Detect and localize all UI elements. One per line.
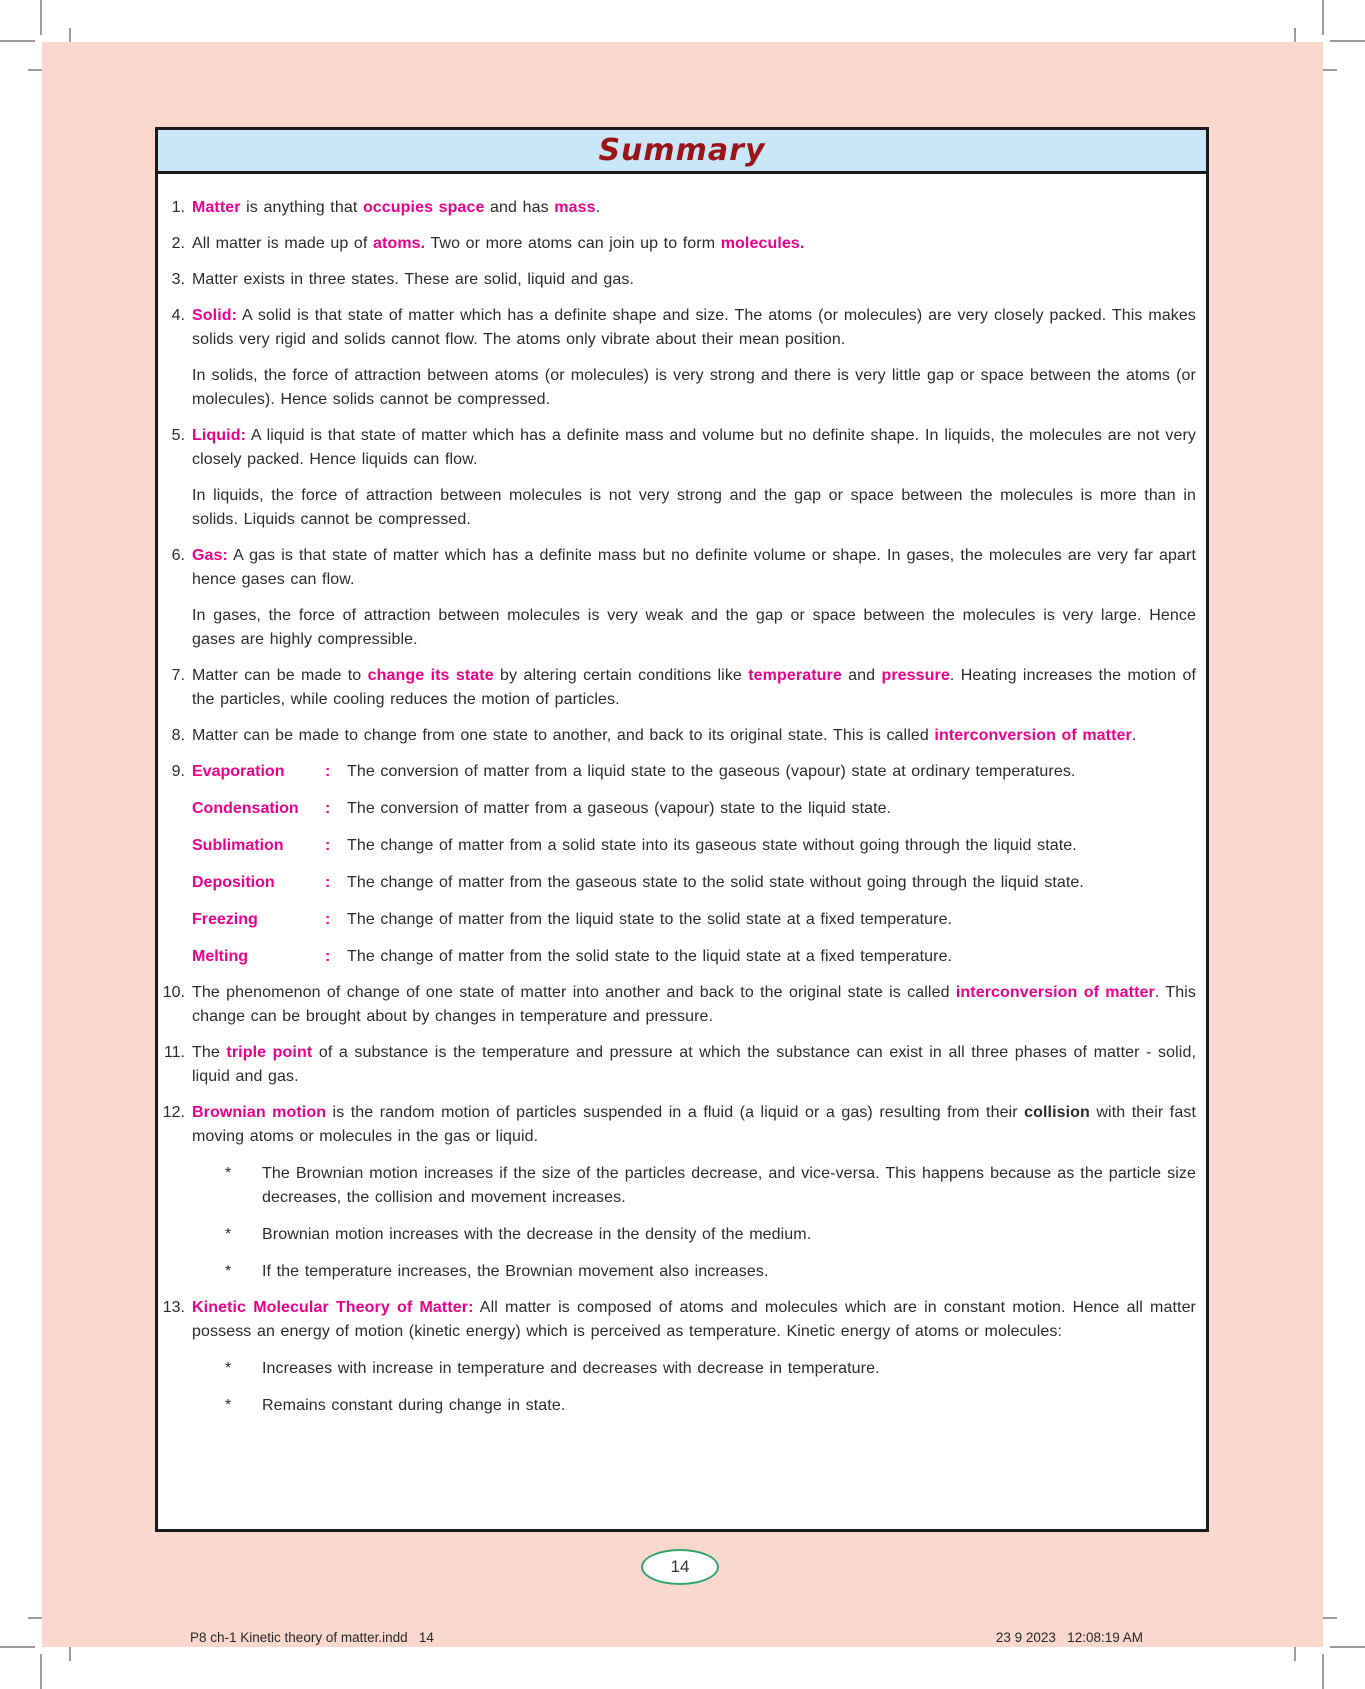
body-text: and has (484, 199, 555, 216)
summary-item (158, 1101, 1196, 1284)
paragraph (192, 232, 1196, 256)
item-content (192, 1101, 1196, 1284)
item-number: 11. (163, 1044, 185, 1061)
body-text: Matter can be made to change from one state to another, and back to its original state. This is called (192, 727, 935, 744)
item-content (192, 232, 1196, 256)
paragraph (192, 664, 1196, 712)
asterisk-marker: * (225, 1360, 232, 1377)
crop-mark (1330, 1646, 1365, 1648)
bullet-item (192, 1162, 1196, 1210)
keyword-text: Kinetic Molecular Theory of Matter: (192, 1299, 474, 1316)
definition-text: The change of matter from the gaseous state to the solid state without going through the liquid state. (347, 874, 1084, 891)
item-number: 5. (171, 427, 185, 444)
definition-row (192, 760, 1196, 784)
definition-term: Condensation (192, 800, 299, 817)
paragraph (192, 1101, 1196, 1149)
keyword-text: mass (554, 199, 596, 216)
crop-mark (0, 40, 35, 42)
item-content (192, 544, 1196, 652)
paragraph (192, 724, 1196, 748)
item-number: 6. (171, 547, 185, 564)
keyword-text: occupies space (362, 199, 485, 216)
bullet-item (192, 1394, 1196, 1418)
keyword-text: interconversion of matter (934, 727, 1132, 744)
definition-colon: : (325, 837, 331, 854)
paragraph (192, 196, 1196, 220)
keyword-text: interconversion of matter (955, 984, 1155, 1001)
bullet-indent (192, 1223, 225, 1247)
item-content (192, 664, 1196, 712)
asterisk-marker: * (225, 1263, 232, 1280)
definition-term: Evaporation (192, 763, 285, 780)
item-number: 2. (171, 235, 185, 252)
definition-row (192, 908, 1196, 932)
asterisk-marker: * (225, 1397, 232, 1414)
summary-item (158, 724, 1196, 748)
definition-term: Melting (192, 948, 248, 965)
keyword-text: pressure (881, 667, 950, 684)
body-text: The phenomenon of change of one state of matter into another and back to the original state is called (192, 984, 956, 1001)
body-text: is the random motion of particles suspended in a fluid (a liquid or a gas) resulting from their (326, 1104, 1025, 1121)
bullet-text: Brownian motion increases with the decrease in the density of the medium. (262, 1226, 812, 1243)
summary-item (158, 1296, 1196, 1418)
item-number: 9. (171, 763, 185, 780)
item-content (192, 268, 1196, 292)
definition-text: The conversion of matter from a gaseous (vapour) state to the liquid state. (347, 800, 892, 817)
definition-colon: : (325, 874, 331, 891)
body-text: . Heating increases the motion of the particles, while cooling reduces the motion of particles. (192, 667, 1196, 708)
item-content (192, 760, 1196, 969)
item-number: 3. (171, 271, 185, 288)
paragraph (192, 304, 1196, 352)
bullet-text: Remains constant during change in state. (262, 1397, 566, 1414)
summary-item (158, 304, 1196, 412)
summary-item (158, 664, 1196, 712)
keyword-text: Solid: (192, 307, 238, 324)
body-text: with their fast moving atoms or molecules in the gas or liquid. (192, 1104, 1196, 1145)
paragraph (192, 1296, 1196, 1344)
body-text: is anything that (240, 199, 363, 216)
definition-colon: : (325, 911, 331, 928)
summary-content (158, 174, 1206, 1434)
keyword-text: change its state (367, 667, 494, 684)
item-content (192, 1296, 1196, 1418)
footer-timestamp: 23 9 2023 12:08:19 AM (995, 1630, 1143, 1645)
definition-colon: : (325, 948, 331, 965)
footer-filename: P8 ch-1 Kinetic theory of matter.indd 14 (190, 1630, 434, 1645)
body-text: . (595, 199, 601, 216)
bullet-indent (192, 1357, 225, 1381)
page-number-badge (641, 1549, 719, 1585)
definition-row (192, 945, 1196, 969)
crop-mark (0, 1646, 35, 1648)
body-text: All matter is made up of (192, 235, 374, 252)
paragraph (192, 981, 1196, 1029)
body-text: . (1131, 727, 1137, 744)
page-number: 14 (670, 1557, 690, 1576)
definition-colon: : (325, 763, 331, 780)
item-content (192, 424, 1196, 532)
body-text: In solids, the force of attraction between atoms (or molecules) is very strong and there is very little gap or space between the atoms (or molecules). Hence solids cannot be compressed. (192, 367, 1196, 408)
keyword-text: Brownian motion (192, 1104, 327, 1121)
bullet-indent (192, 1162, 225, 1210)
item-content (192, 1041, 1196, 1089)
summary-item (158, 544, 1196, 652)
body-text: In liquids, the force of attraction between molecules is not very strong and the gap or space between the molecules is more than in solids. Liquids cannot be compressed. (192, 487, 1196, 528)
keyword-text: atoms. (373, 235, 426, 252)
bullet-item (192, 1357, 1196, 1381)
definition-text: The conversion of matter from a liquid state to the gaseous (vapour) state at ordinary temperatures. (347, 763, 1076, 780)
body-text: Matter exists in three states. These are solid, liquid and gas. (192, 271, 635, 288)
crop-mark (1322, 0, 1324, 35)
asterisk-marker: * (225, 1165, 232, 1182)
summary-item (158, 424, 1196, 532)
crop-mark (1330, 40, 1365, 42)
body-text: In gases, the force of attraction between molecules is very weak and the gap or space between the molecules is very large. Hence gases are highly compressible. (192, 607, 1196, 648)
definition-text: The change of matter from a solid state into its gaseous state without going through the liquid state. (347, 837, 1077, 854)
bullet-text: If the temperature increases, the Brownian movement also increases. (262, 1263, 769, 1280)
paragraph (192, 544, 1196, 592)
bullet-text: The Brownian motion increases if the size of the particles decrease, and vice-versa. This happens because as the particle size decreases, the collision and movement increases. (262, 1165, 1196, 1206)
summary-item (158, 196, 1196, 220)
summary-box (155, 127, 1209, 1532)
crop-mark (40, 0, 42, 35)
item-content (192, 196, 1196, 220)
keyword-text: Gas: (192, 547, 228, 564)
body-text: A gas is that state of matter which has a definite mass but no definite volume or shape. In gases, the molecules are very far apart hence gases can flow. (192, 547, 1196, 588)
crop-mark (1322, 1654, 1324, 1689)
item-number: 13. (162, 1299, 185, 1316)
crop-mark (40, 1654, 42, 1689)
bold-text: collision (1024, 1104, 1090, 1121)
definition-row (192, 871, 1196, 895)
paragraph (192, 364, 1196, 412)
bullet-text: Increases with increase in temperature and decreases with decrease in temperature. (262, 1360, 880, 1377)
definition-term: Deposition (192, 874, 275, 891)
paragraph (192, 268, 1196, 292)
item-number: 12. (162, 1104, 185, 1121)
definition-term: Freezing (192, 911, 258, 928)
summary-item (158, 1041, 1196, 1089)
item-content (192, 724, 1196, 748)
paragraph (192, 604, 1196, 652)
definition-row (192, 834, 1196, 858)
keyword-text: molecules. (720, 235, 805, 252)
asterisk-marker: * (225, 1226, 232, 1243)
paragraph (192, 1041, 1196, 1089)
body-text: and (841, 667, 882, 684)
summary-item (158, 981, 1196, 1029)
body-text: All matter is composed of atoms and molecules which are in constant motion. Hence all matter possess an energy of motion (kinetic energy) which is perceived as temperature. Kinetic energy of atoms or molecules: (192, 1299, 1196, 1340)
item-number: 10. (162, 984, 185, 1001)
body-text: . This change can be brought about by changes in temperature and pressure. (192, 984, 1197, 1025)
paragraph (192, 424, 1196, 472)
item-number: 4. (171, 307, 185, 324)
keyword-text: Matter (192, 199, 241, 216)
definition-colon: : (325, 800, 331, 817)
keyword-text: Liquid: (192, 427, 247, 444)
body-text: by altering certain conditions like (493, 667, 749, 684)
bullet-indent (192, 1394, 225, 1418)
paragraph (192, 484, 1196, 532)
definition-term: Sublimation (192, 837, 284, 854)
summary-header (158, 130, 1206, 174)
item-content (192, 304, 1196, 412)
item-number: 8. (171, 727, 185, 744)
page-background (42, 42, 1323, 1647)
body-text: A solid is that state of matter which has a definite shape and size. The atoms (or molecules) are very closely packed. This makes solids very rigid and solids cannot flow. The atoms only vibrate about their mean position. (192, 307, 1196, 348)
item-content (192, 981, 1196, 1029)
bullet-item (192, 1223, 1196, 1247)
summary-item (158, 268, 1196, 292)
summary-item (158, 232, 1196, 256)
item-number: 7. (171, 667, 185, 684)
item-number: 1. (171, 199, 185, 216)
definition-text: The change of matter from the solid state to the liquid state at a fixed temperature. (347, 948, 953, 965)
summary-item (158, 760, 1196, 969)
body-text: The (192, 1044, 227, 1061)
body-text: Two or more atoms can join up to form (425, 235, 721, 252)
body-text: of a substance is the temperature and pressure at which the substance can exist in all three phases of matter - solid, liquid and gas. (192, 1044, 1197, 1085)
bullet-item (192, 1260, 1196, 1284)
keyword-text: triple point (226, 1044, 313, 1061)
definition-row (192, 797, 1196, 821)
body-text: A liquid is that state of matter which has a definite mass and volume but no definite shape. In liquids, the molecules are not very closely packed. Hence liquids can flow. (192, 427, 1196, 468)
definition-text: The change of matter from the liquid state to the solid state at a fixed temperature. (347, 911, 953, 928)
keyword-text: temperature (748, 667, 842, 684)
summary-title: Summary (598, 133, 766, 168)
bullet-indent (192, 1260, 225, 1284)
body-text: Matter can be made to (192, 667, 368, 684)
